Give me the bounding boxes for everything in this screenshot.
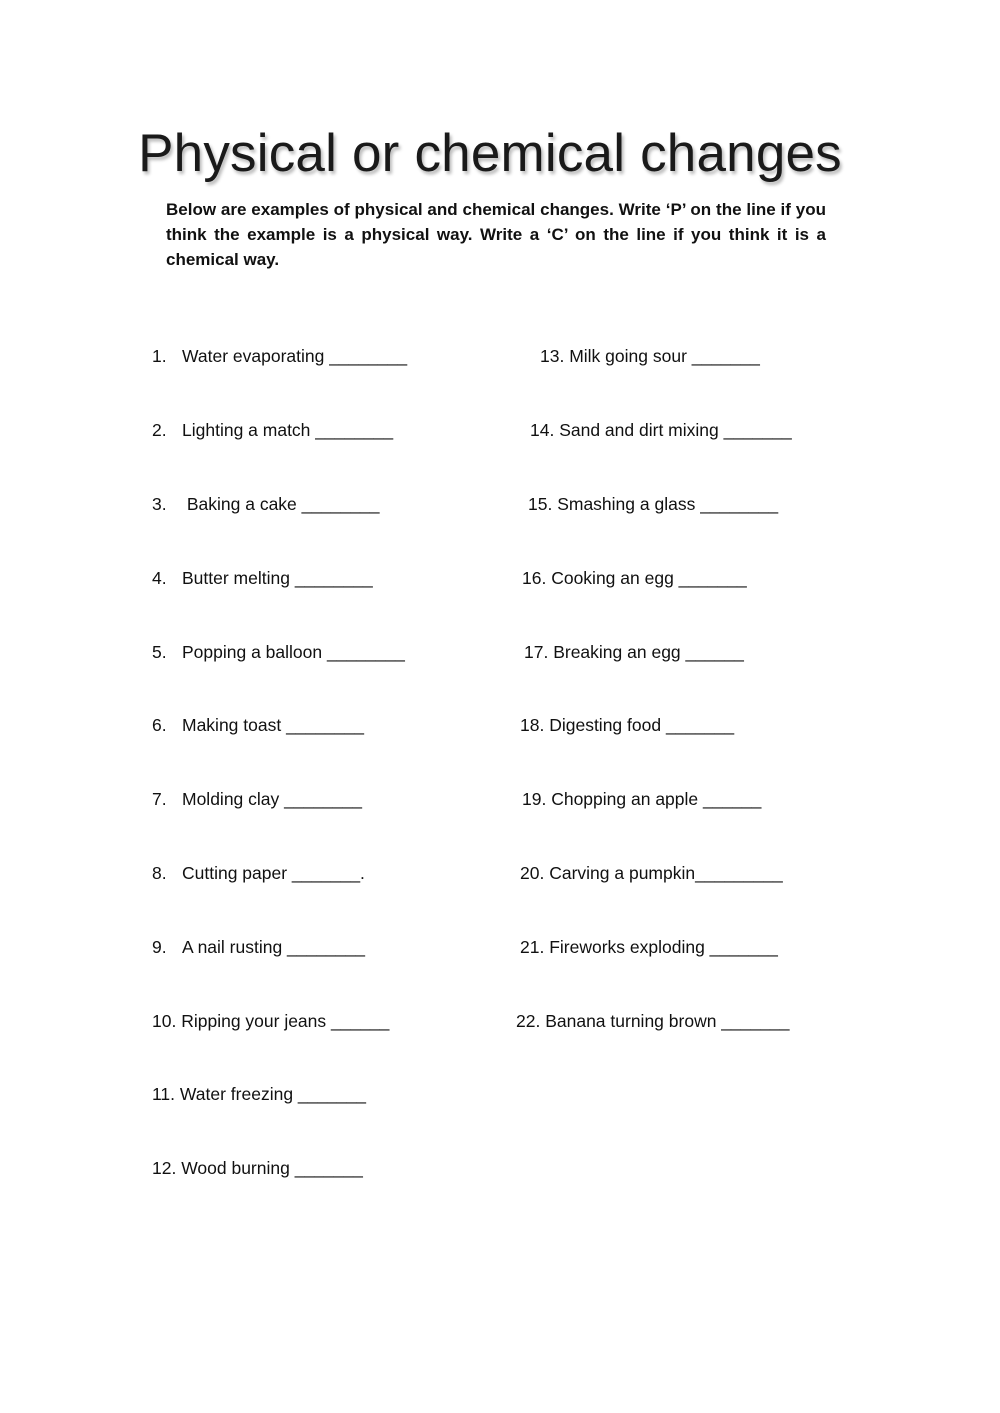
item-text: Butter melting ________ [182, 568, 373, 588]
worksheet-title: Physical or chemical changes [138, 123, 842, 183]
list-item-18 [520, 713, 734, 737]
list-item-19 [522, 787, 761, 811]
list-item-7 [152, 787, 362, 811]
item-text: Chopping an apple ______ [551, 789, 762, 809]
item-number: 3. [152, 494, 167, 514]
list-item-14 [530, 418, 792, 442]
list-item-11 [152, 1082, 366, 1106]
item-number: 10. [152, 1011, 177, 1031]
list-item-5 [152, 640, 405, 664]
item-number: 19. [522, 789, 547, 809]
item-number: 2. [152, 420, 167, 440]
list-item-9 [152, 935, 365, 959]
list-item-6 [152, 713, 364, 737]
item-number: 8. [152, 863, 167, 883]
item-text: Banana turning brown _______ [545, 1011, 790, 1031]
item-text: Digesting food _______ [549, 715, 735, 735]
list-item-8 [152, 861, 365, 885]
list-item-3 [152, 492, 380, 516]
list-item-16 [522, 566, 747, 590]
item-number: 16. [522, 568, 547, 588]
item-number: 9. [152, 937, 167, 957]
item-number: 13. [540, 346, 565, 366]
list-item-2 [152, 418, 393, 442]
list-item-15 [528, 492, 778, 516]
item-number: 18. [520, 715, 545, 735]
item-text: Water evaporating ________ [182, 346, 408, 366]
item-number: 7. [152, 789, 167, 809]
list-item-4 [152, 566, 373, 590]
list-item-17 [524, 640, 744, 664]
item-text: A nail rusting ________ [182, 937, 365, 957]
item-text: Sand and dirt mixing _______ [559, 420, 792, 440]
item-text: Milk going sour _______ [569, 346, 760, 366]
item-number: 20. [520, 863, 545, 883]
item-text: Molding clay ________ [182, 789, 362, 809]
item-text: Smashing a glass ________ [557, 494, 779, 514]
item-text: Cutting paper _______. [182, 863, 365, 883]
item-text: Wood burning _______ [181, 1158, 363, 1178]
item-text: Fireworks exploding _______ [549, 937, 778, 957]
item-text: Carving a pumpkin_________ [549, 863, 783, 883]
item-number: 14. [530, 420, 555, 440]
item-text: Ripping your jeans ______ [181, 1011, 390, 1031]
list-item-1 [152, 344, 407, 368]
item-number: 5. [152, 642, 167, 662]
item-text: Breaking an egg ______ [553, 642, 744, 662]
item-text: Baking a cake ________ [182, 494, 380, 514]
item-number: 21. [520, 937, 545, 957]
list-item-13 [540, 344, 760, 368]
list-item-21 [520, 935, 778, 959]
item-number: 15. [528, 494, 553, 514]
list-item-20 [520, 861, 783, 885]
item-number: 1. [152, 346, 167, 366]
item-number: 4. [152, 568, 167, 588]
item-number: 12. [152, 1158, 177, 1178]
list-item-10 [152, 1009, 389, 1033]
item-number: 11. [152, 1084, 176, 1104]
list-item-22 [516, 1009, 789, 1033]
item-text: Making toast ________ [182, 715, 364, 735]
item-text: Popping a balloon ________ [182, 642, 405, 662]
item-text: Water freezing _______ [179, 1084, 367, 1104]
list-item-12 [152, 1156, 363, 1180]
instructions-text: Below are examples of physical and chemical changes. Write ‘P’ on the line if you think the example is a physical way. Write a ‘C’ on the line if you think it is a chemical way. [166, 200, 826, 269]
item-text: Lighting a match ________ [182, 420, 394, 440]
item-text: Cooking an egg _______ [551, 568, 747, 588]
item-number: 17. [524, 642, 549, 662]
item-number: 22. [516, 1011, 541, 1031]
item-number: 6. [152, 715, 167, 735]
